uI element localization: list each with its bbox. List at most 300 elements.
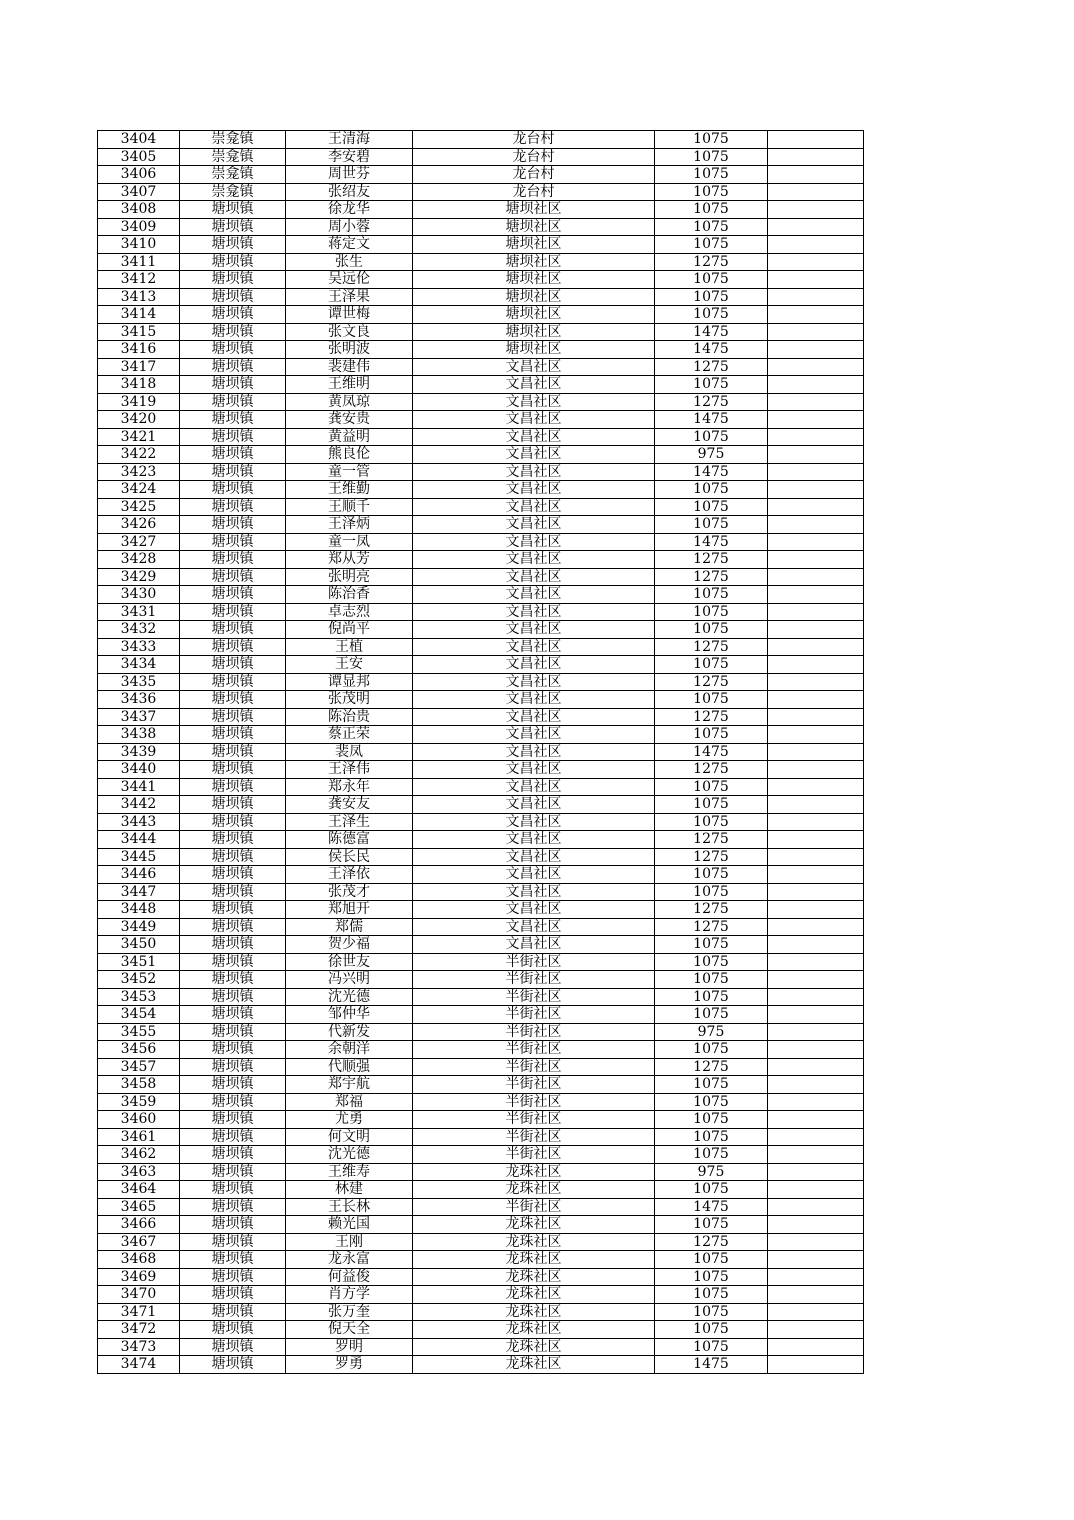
name-cell: 王泽果 bbox=[286, 288, 413, 306]
row-number-cell: 3424 bbox=[98, 481, 180, 499]
town-cell: 崇龛镇 bbox=[180, 166, 286, 184]
name-cell: 李安碧 bbox=[286, 148, 413, 166]
town-cell: 塘坝镇 bbox=[180, 918, 286, 936]
amount-cell: 1075 bbox=[655, 1041, 768, 1059]
row-number-cell: 3425 bbox=[98, 498, 180, 516]
town-cell: 塘坝镇 bbox=[180, 498, 286, 516]
table-row bbox=[98, 813, 864, 831]
amount-cell: 975 bbox=[655, 446, 768, 464]
note-cell bbox=[768, 638, 864, 656]
note-cell bbox=[768, 481, 864, 499]
row-number-cell: 3437 bbox=[98, 708, 180, 726]
name-cell: 张绍友 bbox=[286, 183, 413, 201]
community-cell: 文昌社区 bbox=[413, 551, 655, 569]
row-number-cell: 3446 bbox=[98, 866, 180, 884]
name-cell: 代顺强 bbox=[286, 1058, 413, 1076]
table-row bbox=[98, 1216, 864, 1234]
community-cell: 龙珠社区 bbox=[413, 1181, 655, 1199]
table-body bbox=[98, 131, 864, 1374]
amount-cell: 1475 bbox=[655, 411, 768, 429]
town-cell: 塘坝镇 bbox=[180, 1321, 286, 1339]
name-cell: 张茂明 bbox=[286, 691, 413, 709]
name-cell: 郑福 bbox=[286, 1093, 413, 1111]
town-cell: 塘坝镇 bbox=[180, 288, 286, 306]
community-cell: 文昌社区 bbox=[413, 481, 655, 499]
name-cell: 蔡正荣 bbox=[286, 726, 413, 744]
table-row bbox=[98, 656, 864, 674]
note-cell bbox=[768, 673, 864, 691]
row-number-cell: 3436 bbox=[98, 691, 180, 709]
table-row bbox=[98, 1111, 864, 1129]
community-cell: 文昌社区 bbox=[413, 498, 655, 516]
table-row bbox=[98, 533, 864, 551]
table-row bbox=[98, 498, 864, 516]
community-cell: 文昌社区 bbox=[413, 813, 655, 831]
row-number-cell: 3455 bbox=[98, 1023, 180, 1041]
row-number-cell: 3439 bbox=[98, 743, 180, 761]
table-row bbox=[98, 796, 864, 814]
community-cell: 龙珠社区 bbox=[413, 1233, 655, 1251]
table-row bbox=[98, 1058, 864, 1076]
name-cell: 王泽伟 bbox=[286, 761, 413, 779]
note-cell bbox=[768, 1076, 864, 1094]
town-cell: 塘坝镇 bbox=[180, 726, 286, 744]
name-cell: 徐龙华 bbox=[286, 201, 413, 219]
amount-cell: 1475 bbox=[655, 1356, 768, 1374]
table-row bbox=[98, 253, 864, 271]
row-number-cell: 3405 bbox=[98, 148, 180, 166]
town-cell: 塘坝镇 bbox=[180, 463, 286, 481]
name-cell: 熊良伦 bbox=[286, 446, 413, 464]
note-cell bbox=[768, 376, 864, 394]
row-number-cell: 3416 bbox=[98, 341, 180, 359]
note-cell bbox=[768, 691, 864, 709]
note-cell bbox=[768, 1128, 864, 1146]
table-row bbox=[98, 1146, 864, 1164]
note-cell bbox=[768, 341, 864, 359]
amount-cell: 1075 bbox=[655, 883, 768, 901]
table-row bbox=[98, 848, 864, 866]
name-cell: 王刚 bbox=[286, 1233, 413, 1251]
community-cell: 文昌社区 bbox=[413, 463, 655, 481]
row-number-cell: 3408 bbox=[98, 201, 180, 219]
name-cell: 张明波 bbox=[286, 341, 413, 359]
note-cell bbox=[768, 743, 864, 761]
note-cell bbox=[768, 936, 864, 954]
community-cell: 文昌社区 bbox=[413, 656, 655, 674]
data-table bbox=[97, 130, 864, 1374]
community-cell: 半街社区 bbox=[413, 1198, 655, 1216]
town-cell: 塘坝镇 bbox=[180, 988, 286, 1006]
name-cell: 沈光德 bbox=[286, 988, 413, 1006]
row-number-cell: 3413 bbox=[98, 288, 180, 306]
name-cell: 陈治香 bbox=[286, 586, 413, 604]
amount-cell: 1275 bbox=[655, 568, 768, 586]
town-cell: 塘坝镇 bbox=[180, 743, 286, 761]
note-cell bbox=[768, 1356, 864, 1374]
amount-cell: 1075 bbox=[655, 1286, 768, 1304]
town-cell: 塘坝镇 bbox=[180, 831, 286, 849]
table-row bbox=[98, 936, 864, 954]
amount-cell: 1075 bbox=[655, 988, 768, 1006]
row-number-cell: 3448 bbox=[98, 901, 180, 919]
table-row bbox=[98, 131, 864, 149]
community-cell: 文昌社区 bbox=[413, 446, 655, 464]
row-number-cell: 3444 bbox=[98, 831, 180, 849]
row-number-cell: 3473 bbox=[98, 1338, 180, 1356]
row-number-cell: 3453 bbox=[98, 988, 180, 1006]
amount-cell: 1075 bbox=[655, 971, 768, 989]
amount-cell: 1075 bbox=[655, 1268, 768, 1286]
name-cell: 王植 bbox=[286, 638, 413, 656]
name-cell: 王顺千 bbox=[286, 498, 413, 516]
town-cell: 塘坝镇 bbox=[180, 761, 286, 779]
amount-cell: 1275 bbox=[655, 253, 768, 271]
table-row bbox=[98, 166, 864, 184]
row-number-cell: 3431 bbox=[98, 603, 180, 621]
name-cell: 周世芬 bbox=[286, 166, 413, 184]
note-cell bbox=[768, 516, 864, 534]
amount-cell: 1275 bbox=[655, 638, 768, 656]
name-cell: 沈光德 bbox=[286, 1146, 413, 1164]
town-cell: 塘坝镇 bbox=[180, 1058, 286, 1076]
amount-cell: 1075 bbox=[655, 813, 768, 831]
row-number-cell: 3422 bbox=[98, 446, 180, 464]
name-cell: 童一凤 bbox=[286, 533, 413, 551]
town-cell: 塘坝镇 bbox=[180, 1111, 286, 1129]
row-number-cell: 3409 bbox=[98, 218, 180, 236]
name-cell: 罗明 bbox=[286, 1338, 413, 1356]
amount-cell: 975 bbox=[655, 1023, 768, 1041]
amount-cell: 1075 bbox=[655, 376, 768, 394]
community-cell: 半街社区 bbox=[413, 1093, 655, 1111]
town-cell: 塘坝镇 bbox=[180, 1286, 286, 1304]
name-cell: 王泽依 bbox=[286, 866, 413, 884]
row-number-cell: 3434 bbox=[98, 656, 180, 674]
community-cell: 文昌社区 bbox=[413, 673, 655, 691]
table-row bbox=[98, 341, 864, 359]
community-cell: 文昌社区 bbox=[413, 918, 655, 936]
name-cell: 裴建伟 bbox=[286, 358, 413, 376]
community-cell: 半街社区 bbox=[413, 1111, 655, 1129]
community-cell: 文昌社区 bbox=[413, 691, 655, 709]
row-number-cell: 3430 bbox=[98, 586, 180, 604]
note-cell bbox=[768, 726, 864, 744]
row-number-cell: 3464 bbox=[98, 1181, 180, 1199]
name-cell: 郑旭开 bbox=[286, 901, 413, 919]
town-cell: 塘坝镇 bbox=[180, 271, 286, 289]
table-row bbox=[98, 411, 864, 429]
town-cell: 崇龛镇 bbox=[180, 131, 286, 149]
amount-cell: 1075 bbox=[655, 498, 768, 516]
table-row bbox=[98, 1181, 864, 1199]
name-cell: 尤勇 bbox=[286, 1111, 413, 1129]
row-number-cell: 3438 bbox=[98, 726, 180, 744]
table-row bbox=[98, 568, 864, 586]
table-row bbox=[98, 603, 864, 621]
note-cell bbox=[768, 463, 864, 481]
note-cell bbox=[768, 551, 864, 569]
note-cell bbox=[768, 1181, 864, 1199]
amount-cell: 1075 bbox=[655, 1181, 768, 1199]
table-row bbox=[98, 1076, 864, 1094]
note-cell bbox=[768, 1006, 864, 1024]
table-row bbox=[98, 901, 864, 919]
town-cell: 塘坝镇 bbox=[180, 883, 286, 901]
town-cell: 塘坝镇 bbox=[180, 1023, 286, 1041]
note-cell bbox=[768, 831, 864, 849]
community-cell: 文昌社区 bbox=[413, 778, 655, 796]
amount-cell: 1275 bbox=[655, 1233, 768, 1251]
note-cell bbox=[768, 323, 864, 341]
name-cell: 何文明 bbox=[286, 1128, 413, 1146]
town-cell: 塘坝镇 bbox=[180, 428, 286, 446]
row-number-cell: 3410 bbox=[98, 236, 180, 254]
row-number-cell: 3412 bbox=[98, 271, 180, 289]
table-row bbox=[98, 551, 864, 569]
table-row bbox=[98, 1006, 864, 1024]
row-number-cell: 3420 bbox=[98, 411, 180, 429]
row-number-cell: 3456 bbox=[98, 1041, 180, 1059]
row-number-cell: 3459 bbox=[98, 1093, 180, 1111]
table-row bbox=[98, 708, 864, 726]
table-row bbox=[98, 1093, 864, 1111]
amount-cell: 1075 bbox=[655, 166, 768, 184]
town-cell: 塘坝镇 bbox=[180, 1198, 286, 1216]
note-cell bbox=[768, 568, 864, 586]
table-row bbox=[98, 288, 864, 306]
amount-cell: 1075 bbox=[655, 1251, 768, 1269]
town-cell: 塘坝镇 bbox=[180, 796, 286, 814]
name-cell: 倪天全 bbox=[286, 1321, 413, 1339]
name-cell: 王维寿 bbox=[286, 1163, 413, 1181]
note-cell bbox=[768, 1286, 864, 1304]
table-row bbox=[98, 778, 864, 796]
note-cell bbox=[768, 183, 864, 201]
community-cell: 文昌社区 bbox=[413, 586, 655, 604]
row-number-cell: 3447 bbox=[98, 883, 180, 901]
row-number-cell: 3474 bbox=[98, 1356, 180, 1374]
amount-cell: 1075 bbox=[655, 183, 768, 201]
note-cell bbox=[768, 288, 864, 306]
town-cell: 塘坝镇 bbox=[180, 1356, 286, 1374]
table-row bbox=[98, 358, 864, 376]
amount-cell: 1275 bbox=[655, 831, 768, 849]
community-cell: 文昌社区 bbox=[413, 901, 655, 919]
community-cell: 文昌社区 bbox=[413, 516, 655, 534]
town-cell: 塘坝镇 bbox=[180, 1163, 286, 1181]
name-cell: 王维勤 bbox=[286, 481, 413, 499]
community-cell: 塘坝社区 bbox=[413, 323, 655, 341]
row-number-cell: 3411 bbox=[98, 253, 180, 271]
amount-cell: 1075 bbox=[655, 1006, 768, 1024]
community-cell: 半街社区 bbox=[413, 1058, 655, 1076]
table-row bbox=[98, 516, 864, 534]
amount-cell: 1275 bbox=[655, 848, 768, 866]
table-row bbox=[98, 236, 864, 254]
town-cell: 塘坝镇 bbox=[180, 551, 286, 569]
community-cell: 文昌社区 bbox=[413, 603, 655, 621]
amount-cell: 1075 bbox=[655, 1338, 768, 1356]
note-cell bbox=[768, 778, 864, 796]
note-cell bbox=[768, 1093, 864, 1111]
note-cell bbox=[768, 988, 864, 1006]
row-number-cell: 3461 bbox=[98, 1128, 180, 1146]
table-row bbox=[98, 446, 864, 464]
town-cell: 塘坝镇 bbox=[180, 603, 286, 621]
name-cell: 黄凤琼 bbox=[286, 393, 413, 411]
name-cell: 郑从芳 bbox=[286, 551, 413, 569]
table-row bbox=[98, 1198, 864, 1216]
table-row bbox=[98, 1303, 864, 1321]
town-cell: 塘坝镇 bbox=[180, 953, 286, 971]
amount-cell: 1075 bbox=[655, 936, 768, 954]
note-cell bbox=[768, 131, 864, 149]
name-cell: 代新发 bbox=[286, 1023, 413, 1041]
name-cell: 张明亮 bbox=[286, 568, 413, 586]
amount-cell: 1475 bbox=[655, 323, 768, 341]
name-cell: 王泽炳 bbox=[286, 516, 413, 534]
table-row bbox=[98, 691, 864, 709]
note-cell bbox=[768, 1251, 864, 1269]
name-cell: 徐世友 bbox=[286, 953, 413, 971]
community-cell: 文昌社区 bbox=[413, 831, 655, 849]
note-cell bbox=[768, 1268, 864, 1286]
row-number-cell: 3472 bbox=[98, 1321, 180, 1339]
note-cell bbox=[768, 971, 864, 989]
community-cell: 文昌社区 bbox=[413, 638, 655, 656]
name-cell: 谭显邦 bbox=[286, 673, 413, 691]
note-cell bbox=[768, 1146, 864, 1164]
amount-cell: 1475 bbox=[655, 533, 768, 551]
town-cell: 塘坝镇 bbox=[180, 656, 286, 674]
row-number-cell: 3449 bbox=[98, 918, 180, 936]
note-cell bbox=[768, 1163, 864, 1181]
community-cell: 文昌社区 bbox=[413, 708, 655, 726]
note-cell bbox=[768, 848, 864, 866]
amount-cell: 1075 bbox=[655, 656, 768, 674]
community-cell: 塘坝社区 bbox=[413, 288, 655, 306]
table-row bbox=[98, 201, 864, 219]
amount-cell: 1075 bbox=[655, 288, 768, 306]
note-cell bbox=[768, 1111, 864, 1129]
note-cell bbox=[768, 148, 864, 166]
table-row bbox=[98, 323, 864, 341]
community-cell: 龙台村 bbox=[413, 131, 655, 149]
town-cell: 塘坝镇 bbox=[180, 323, 286, 341]
amount-cell: 1075 bbox=[655, 953, 768, 971]
name-cell: 蒋定文 bbox=[286, 236, 413, 254]
row-number-cell: 3442 bbox=[98, 796, 180, 814]
note-cell bbox=[768, 201, 864, 219]
name-cell: 侯长民 bbox=[286, 848, 413, 866]
table-row bbox=[98, 393, 864, 411]
name-cell: 谭世梅 bbox=[286, 306, 413, 324]
row-number-cell: 3433 bbox=[98, 638, 180, 656]
table-row bbox=[98, 883, 864, 901]
town-cell: 塘坝镇 bbox=[180, 621, 286, 639]
community-cell: 文昌社区 bbox=[413, 358, 655, 376]
table-row bbox=[98, 463, 864, 481]
name-cell: 郑永年 bbox=[286, 778, 413, 796]
note-cell bbox=[768, 796, 864, 814]
amount-cell: 1075 bbox=[655, 1128, 768, 1146]
row-number-cell: 3458 bbox=[98, 1076, 180, 1094]
table-row bbox=[98, 1163, 864, 1181]
amount-cell: 1075 bbox=[655, 1216, 768, 1234]
community-cell: 半街社区 bbox=[413, 1128, 655, 1146]
town-cell: 塘坝镇 bbox=[180, 481, 286, 499]
row-number-cell: 3428 bbox=[98, 551, 180, 569]
town-cell: 塘坝镇 bbox=[180, 218, 286, 236]
table-row bbox=[98, 183, 864, 201]
name-cell: 童一管 bbox=[286, 463, 413, 481]
community-cell: 龙台村 bbox=[413, 166, 655, 184]
table-row bbox=[98, 866, 864, 884]
name-cell: 黄益明 bbox=[286, 428, 413, 446]
community-cell: 龙珠社区 bbox=[413, 1303, 655, 1321]
community-cell: 文昌社区 bbox=[413, 376, 655, 394]
amount-cell: 1075 bbox=[655, 271, 768, 289]
amount-cell: 1075 bbox=[655, 1321, 768, 1339]
note-cell bbox=[768, 1198, 864, 1216]
row-number-cell: 3432 bbox=[98, 621, 180, 639]
community-cell: 文昌社区 bbox=[413, 428, 655, 446]
note-cell bbox=[768, 1338, 864, 1356]
town-cell: 塘坝镇 bbox=[180, 901, 286, 919]
amount-cell: 1075 bbox=[655, 1076, 768, 1094]
row-number-cell: 3404 bbox=[98, 131, 180, 149]
row-number-cell: 3457 bbox=[98, 1058, 180, 1076]
community-cell: 半街社区 bbox=[413, 1006, 655, 1024]
community-cell: 半街社区 bbox=[413, 988, 655, 1006]
name-cell: 冯兴明 bbox=[286, 971, 413, 989]
town-cell: 塘坝镇 bbox=[180, 201, 286, 219]
name-cell: 龙永富 bbox=[286, 1251, 413, 1269]
amount-cell: 1075 bbox=[655, 621, 768, 639]
note-cell bbox=[768, 1216, 864, 1234]
community-cell: 文昌社区 bbox=[413, 411, 655, 429]
note-cell bbox=[768, 1023, 864, 1041]
row-number-cell: 3465 bbox=[98, 1198, 180, 1216]
town-cell: 塘坝镇 bbox=[180, 936, 286, 954]
row-number-cell: 3460 bbox=[98, 1111, 180, 1129]
note-cell bbox=[768, 656, 864, 674]
community-cell: 文昌社区 bbox=[413, 866, 655, 884]
town-cell: 塘坝镇 bbox=[180, 1006, 286, 1024]
town-cell: 塘坝镇 bbox=[180, 568, 286, 586]
community-cell: 塘坝社区 bbox=[413, 201, 655, 219]
row-number-cell: 3414 bbox=[98, 306, 180, 324]
row-number-cell: 3421 bbox=[98, 428, 180, 446]
name-cell: 吴远伦 bbox=[286, 271, 413, 289]
note-cell bbox=[768, 236, 864, 254]
amount-cell: 1075 bbox=[655, 428, 768, 446]
table-row bbox=[98, 1041, 864, 1059]
name-cell: 余朝洋 bbox=[286, 1041, 413, 1059]
name-cell: 赖光国 bbox=[286, 1216, 413, 1234]
note-cell bbox=[768, 271, 864, 289]
town-cell: 塘坝镇 bbox=[180, 1251, 286, 1269]
row-number-cell: 3426 bbox=[98, 516, 180, 534]
name-cell: 郑宇航 bbox=[286, 1076, 413, 1094]
table-row bbox=[98, 761, 864, 779]
note-cell bbox=[768, 883, 864, 901]
table-row bbox=[98, 306, 864, 324]
amount-cell: 1275 bbox=[655, 1058, 768, 1076]
table-row bbox=[98, 481, 864, 499]
town-cell: 塘坝镇 bbox=[180, 813, 286, 831]
